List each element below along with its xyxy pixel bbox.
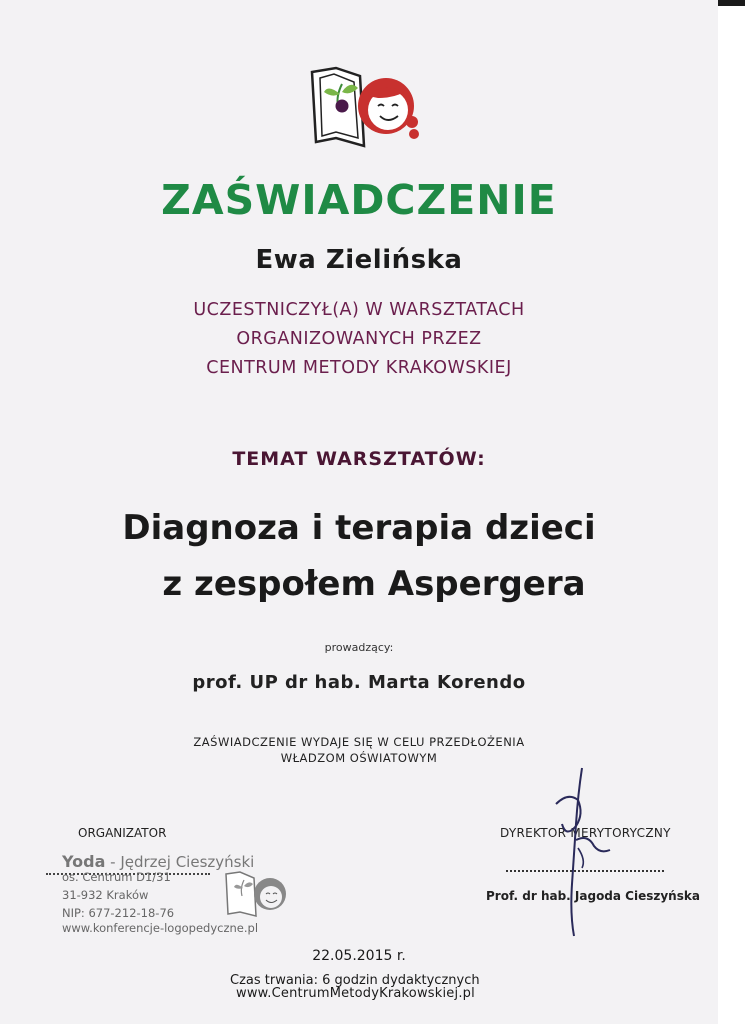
intro-line-2: ORGANIZOWANYCH PRZEZ — [236, 329, 482, 349]
stamp-address-1: os. Centrum D1/31 — [62, 870, 171, 884]
intro-text — [0, 296, 718, 383]
lead-name: prof. UP dr hab. Marta Korendo — [192, 672, 526, 693]
stamp-brand: Yoda — [62, 852, 106, 871]
certificate-title: ZAŚWIADCZENIE — [161, 176, 557, 224]
scan-edge — [718, 0, 745, 1024]
topic-label: TEMAT WARSZTATÓW: — [232, 448, 486, 470]
director-label: DYREKTOR MERYTORYCZNY — [500, 826, 671, 840]
purpose-text — [0, 734, 718, 766]
centrum-website: www.CentrumMetodyKrakowskiej.pl — [236, 986, 475, 1001]
issue-date: 22.05.2015 r. — [312, 948, 406, 964]
handwritten-signature-icon — [548, 764, 618, 944]
stamp-brand-line — [62, 852, 254, 871]
intro-line-3: CENTRUM METODY KRAKOWSKIEJ — [206, 358, 512, 378]
purpose-line-2: WŁADZOM OŚWIATOWYM — [280, 751, 438, 765]
course-duration: Czas trwania: 6 godzin dydaktycznych — [230, 973, 480, 988]
recipient-name: Ewa Zielińska — [255, 245, 463, 275]
intro-line-1: UCZESTNICZYŁ(A) W WARSZTATACH — [193, 300, 525, 320]
topic-line-1: Diagnoza i terapia dzieci — [122, 508, 596, 548]
scan-edge-strip — [718, 0, 745, 6]
stamp-owner: - Jędrzej Cieszyński — [110, 853, 255, 871]
organizer-label: ORGANIZATOR — [78, 826, 167, 840]
organizer-stamp — [46, 848, 306, 938]
stamp-logo-icon — [222, 870, 292, 920]
purpose-line-1: ZAŚWIADCZENIE WYDAJE SIĘ W CELU PRZEDŁOŻENIA — [193, 735, 525, 749]
director-name: Prof. dr hab. Jagoda Cieszyńska — [486, 889, 700, 903]
workshop-topic — [0, 500, 718, 612]
stamp-address-2: 31-932 Kraków — [62, 888, 149, 902]
lead-label: prowadzący: — [324, 641, 394, 654]
stamp-website: www.konferencje-logopedyczne.pl — [62, 921, 259, 935]
centrum-logo-icon — [306, 66, 422, 148]
stamp-nip: NIP: 677-212-18-76 — [62, 906, 175, 920]
topic-line-2: z zespołem Aspergera — [162, 564, 586, 604]
